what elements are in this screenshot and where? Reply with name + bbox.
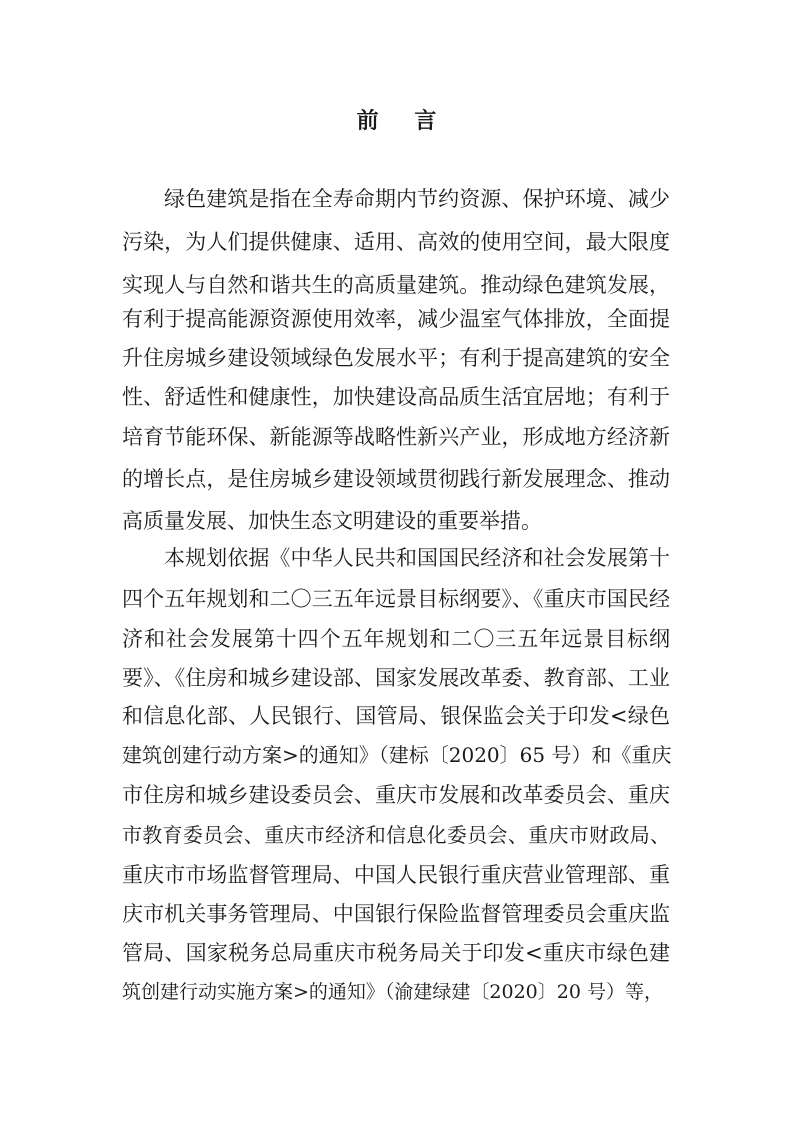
paragraph-2-line-1: 本规划依据《中华人民共和国国民经济和社会发展第十: [164, 546, 670, 570]
paragraph-1-line-7: 培育节能环保、新能源等战略性新兴产业，形成地方经济新: [122, 425, 670, 449]
page-title: 前 言: [356, 108, 451, 134]
paragraph-2-line-11: 管局、国家税务总局重庆市税务局关于印发<重庆市绿色建: [122, 941, 670, 965]
paragraph-2-line-8: 市教育委员会、重庆市经济和信息化委员会、重庆市财政局、: [122, 823, 670, 847]
paragraph-2-line-3: 济和社会发展第十四个五年规划和二〇三五年远景目标纲: [122, 627, 670, 651]
paragraph-1-line-4: 有利于提高能源资源使用效率，减少温室气体排放，全面提: [122, 307, 670, 331]
paragraph-1-line-8: 的增长点，是住房城乡建设领域贯彻践行新发展理念、推动: [122, 467, 670, 491]
paragraph-2-line-5: 和信息化部、人民银行、国管局、银保监会关于印发<绿色: [122, 704, 670, 728]
paragraph-1-line-6: 性、舒适性和健康性，加快建设高品质生活宜居地；有利于: [122, 385, 670, 409]
paragraph-2-line-9: 重庆市市场监督管理局、中国人民银行重庆营业管理部、重: [122, 863, 670, 887]
paragraph-2-line-10: 庆市机关事务管理局、中国银行保险监督管理委员会重庆监: [122, 902, 670, 926]
paragraph-1-line-2: 污染，为人们提供健康、适用、高效的使用空间，最大限度: [122, 230, 670, 254]
paragraph-2-line-7: 市住房和城乡建设委员会、重庆市发展和改革委员会、重庆: [122, 783, 670, 807]
paragraph-2-line-6: 建筑创建行动方案>的通知》（建标〔2020〕65 号）和《重庆: [122, 743, 672, 767]
paragraph-1-line-1: 绿色建筑是指在全寿命期内节约资源、保护环境、减少: [164, 187, 670, 211]
paragraph-1-line-9: 高质量发展、加快生态文明建设的重要举措。: [122, 509, 542, 533]
paragraph-1-line-5: 升住房城乡建设领域绿色发展水平；有利于提高建筑的安全: [122, 346, 670, 370]
paragraph-2-line-2: 四个五年规划和二〇三五年远景目标纲要》、《重庆市国民经: [122, 587, 670, 611]
paragraph-2-line-4: 要》、《住房和城乡建设部、国家发展改革委、教育部、工业: [122, 666, 670, 690]
paragraph-1-line-3: 实现人与自然和谐共生的高质量建筑。推动绿色建筑发展，: [122, 273, 670, 297]
paragraph-2-line-12: 筑创建行动实施方案>的通知》（渝建绿建〔2020〕20 号）等，: [122, 981, 663, 1003]
